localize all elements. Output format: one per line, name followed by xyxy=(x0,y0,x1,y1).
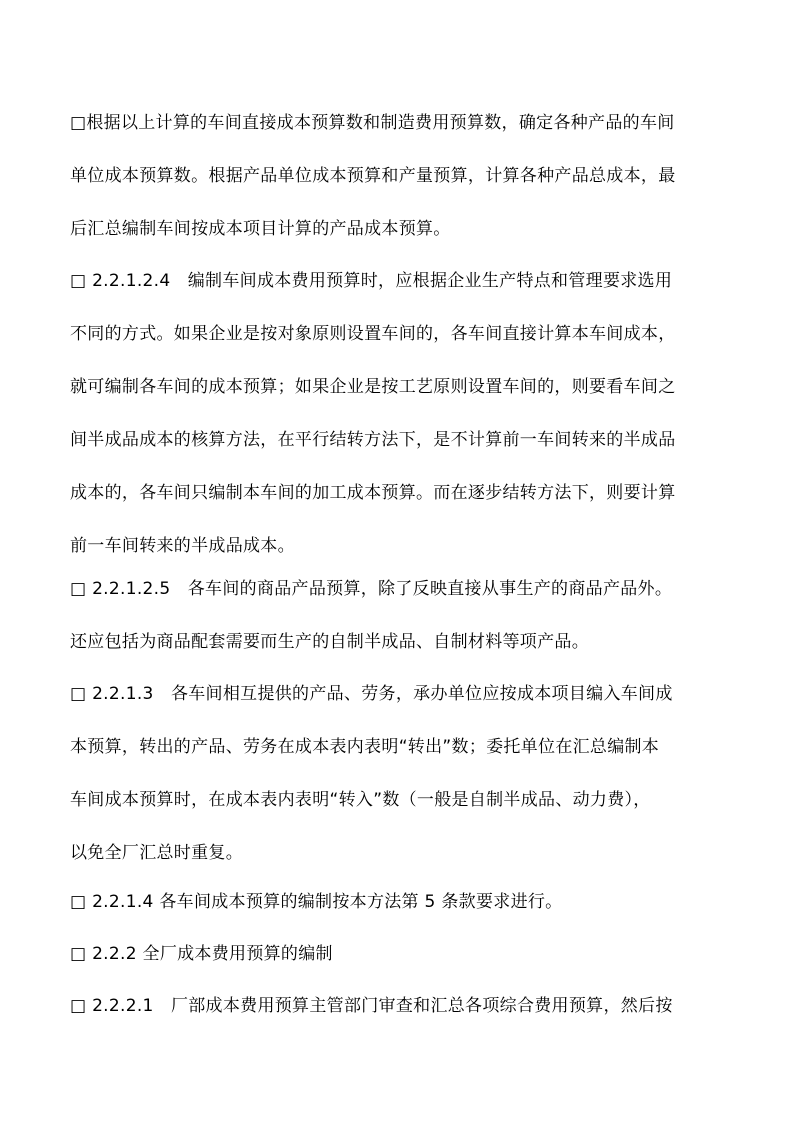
text-line: 本预算，转出的产品、劳务在成本表内表明“转出”数；委托单位在汇总编制本 xyxy=(70,737,660,757)
text-line: 车间成本预算时，在成本表内表明“转入”数（一般是自制半成品、动力费）， xyxy=(70,790,651,810)
text-line: 以免全厂汇总时重复。 xyxy=(70,843,243,863)
text-line: 还应包括为商品配套需要而生产的自制半成品、自制材料等项产品。 xyxy=(70,632,589,652)
text-line: □ 2.2.1.3 各车间相互提供的产品、劳务，承办单位应按成本项目编入车间成 xyxy=(70,684,673,704)
text-line: 就可编制各车间的成本预算；如果企业是按工艺原则设置车间的，则要看车间之 xyxy=(70,377,676,397)
text-line: □根据以上计算的车间直接成本预算数和制造费用预算数，确定各种产品的车间 xyxy=(70,113,675,133)
paragraph-section-2-2-1-3 xyxy=(70,668,730,880)
text-line: □ 2.2.2 全厂成本费用预算的编制 xyxy=(70,944,333,964)
text-line: □ 2.2.1.2.5 各车间的商品产品预算，除了反映直接从事生产的商品产品外。 xyxy=(70,579,673,599)
text-line: □ 2.2.2.1 厂部成本费用预算主管部门审查和汇总各项综合费用预算，然后按 xyxy=(70,996,673,1016)
text-line: □ 2.2.1.4 各车间成本预算的编制按本方法第 5 条款要求进行。 xyxy=(70,892,563,912)
paragraph-workshop-unit-cost xyxy=(70,97,730,256)
text-line: 前一车间转来的半成品成本。 xyxy=(70,536,295,556)
paragraph-section-2-2-1-2-5 xyxy=(70,563,730,669)
paragraph-section-2-2-1-2-4 xyxy=(70,255,730,573)
text-line: 间半成品成本的核算方法，在平行结转方法下，是不计算前一车间转来的半成品 xyxy=(70,430,676,450)
paragraph-section-2-2-1-4 xyxy=(70,876,730,929)
paragraph-section-2-2-2-1 xyxy=(70,980,730,1033)
text-line: 不同的方式。如果企业是按对象原则设置车间的，各车间直接计算本车间成本， xyxy=(70,324,676,344)
heading-section-2-2-2 xyxy=(70,928,730,981)
text-line: □ 2.2.1.2.4 编制车间成本费用预算时，应根据企业生产特点和管理要求选用 xyxy=(70,271,673,291)
text-line: 单位成本预算数。根据产品单位成本预算和产量预算，计算各种产品总成本，最 xyxy=(70,166,676,186)
text-line: 后汇总编制车间按成本项目计算的产品成本预算。 xyxy=(70,219,451,239)
text-line: 成本的，各车间只编制本车间的加工成本预算。而在逐步结转方法下，则要计算 xyxy=(70,483,676,503)
